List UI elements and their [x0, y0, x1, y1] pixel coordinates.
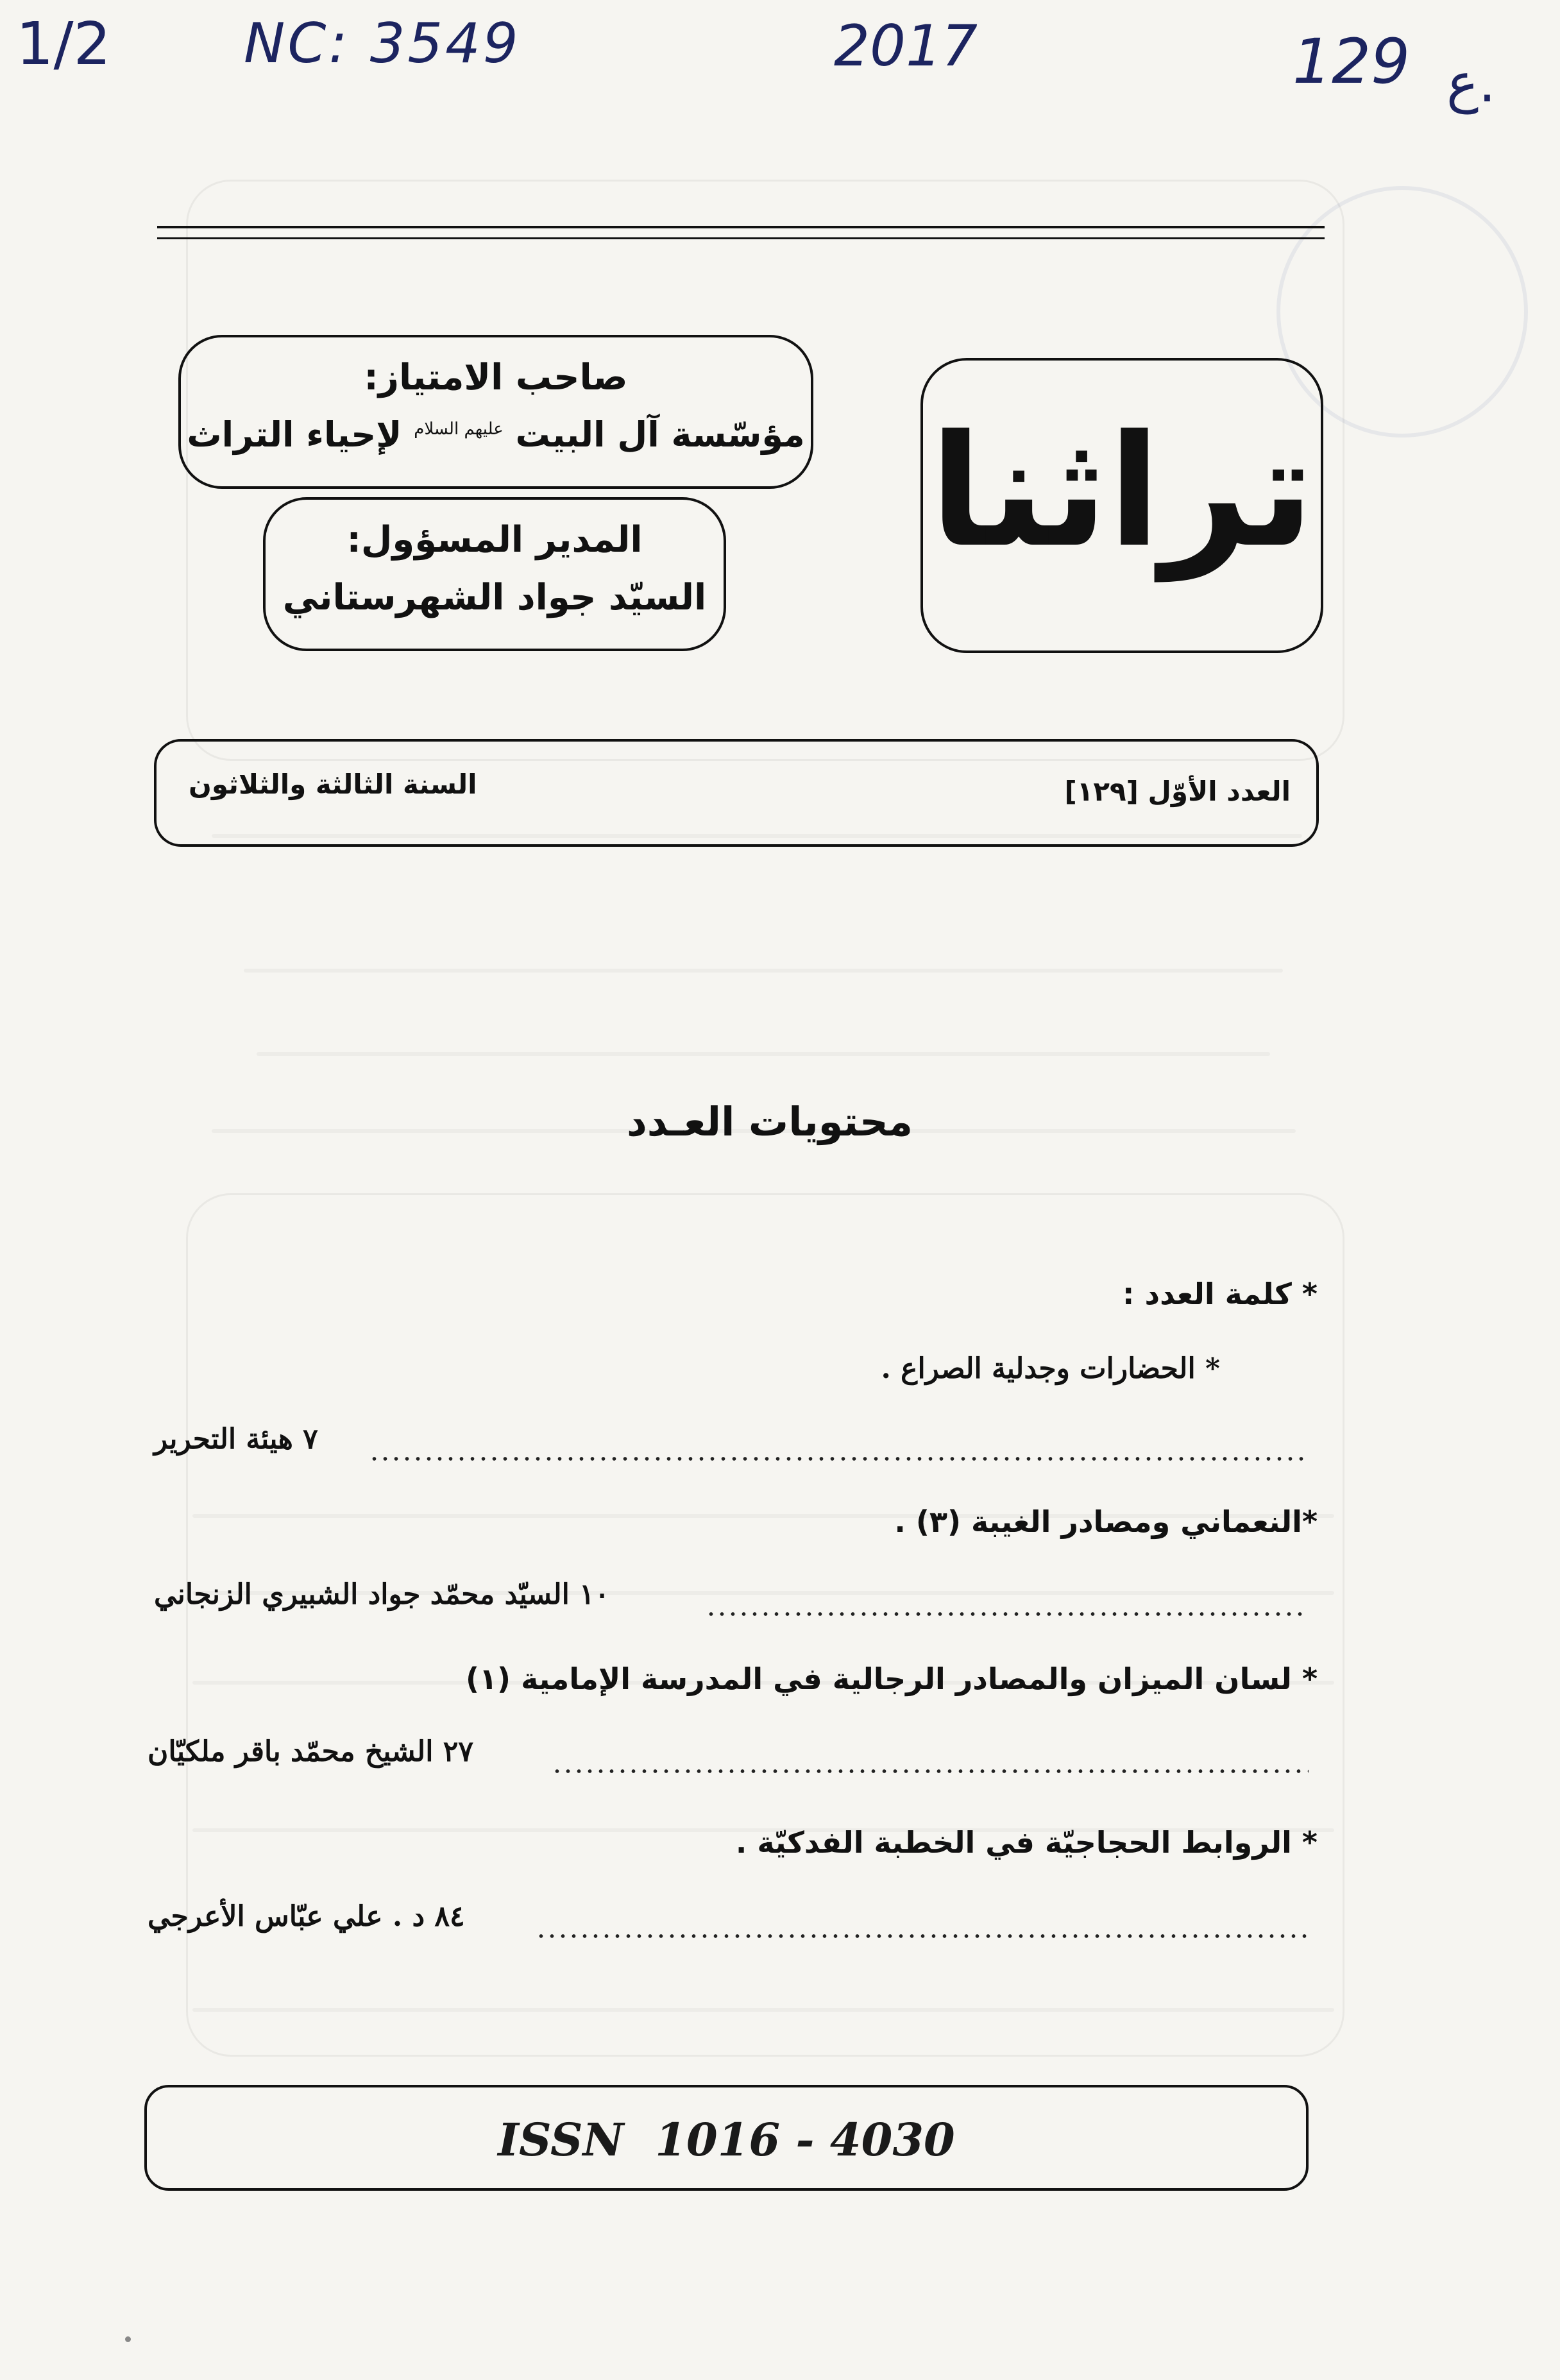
ink-speck [125, 2336, 131, 2342]
owner-box [178, 335, 813, 489]
handwritten-nc-code: NC: 3549 [244, 12, 521, 76]
toc-heading-hijaj: * الروابط الحجاجيّة في الخطبة الفدكيّة . [735, 1825, 1318, 1860]
issue-bar [154, 739, 1319, 847]
toc-leader-dots [552, 1769, 1309, 1774]
toc-leader-dots [369, 1456, 1309, 1461]
handwritten-year: 2017 [834, 13, 978, 79]
handwritten-ain-letter: ع. [1446, 51, 1496, 114]
owner-suffix: لإحياء التراث [187, 414, 402, 455]
toc-title-civilizations: * الحضارات وجدلية الصراع . [881, 1352, 1220, 1385]
issn-number: ISSN 1016 - 4030 [498, 2113, 955, 2166]
toc-page-number: ٨٤ [434, 1900, 465, 1933]
owner-honorific: عليهم السلام [414, 420, 504, 439]
toc-author-name: د . علي عبّاس الأعرجي [148, 1900, 425, 1933]
manager-label: المدير المسؤول: [346, 519, 643, 561]
toc-author-name: هيئة التحرير [154, 1423, 293, 1456]
toc-page-number: ٧ [303, 1423, 318, 1456]
header-rule-top [157, 226, 1325, 228]
manager-box [263, 497, 726, 651]
owner-line [181, 414, 811, 455]
toc-section-editorial: * كلمة العدد : [1123, 1277, 1318, 1311]
toc-page-number: ٢٧ [443, 1735, 474, 1768]
toc-heading-lisan: * لسان الميزان والمصادر الرجالية في المدرسة الإمامية (١) [465, 1662, 1318, 1696]
owner-label: صاحب الامتياز: [364, 357, 628, 398]
issue-number: العدد الأوّل [١٢٩] [1064, 776, 1291, 807]
manager-name: السيّد جواد الشهرستاني [282, 577, 707, 618]
handwritten-page-fraction: 1/2 [16, 10, 112, 78]
issue-year: السنة الثالثة والثلاثون [189, 769, 477, 800]
toc-author-zanjani [154, 1578, 609, 1611]
toc-author-araji [148, 1900, 465, 1933]
issn-box [144, 2085, 1309, 2191]
owner-name: مؤسّسة آل البيت [515, 414, 805, 455]
logo-box [920, 358, 1323, 653]
toc-heading-numani: *النعماني ومصادر الغيبة (٣) . [894, 1504, 1318, 1539]
toc-leader-dots [536, 1934, 1309, 1939]
toc-author-name: الشيخ محمّد باقر ملكيّان [148, 1735, 434, 1768]
journal-logo-title: تراثنا [929, 402, 1314, 581]
handwritten-issue-note: 129 [1293, 26, 1411, 98]
contents-title: محتويات العـدد [626, 1098, 913, 1145]
toc-page-number: ١٠ [579, 1578, 610, 1611]
toc-author-malkian [148, 1735, 473, 1768]
toc-leader-dots [706, 1611, 1309, 1617]
toc-author-name: السيّد محمّد جواد الشبيري الزنجاني [154, 1578, 570, 1611]
header-rule-bottom [157, 237, 1325, 239]
toc-author-editorial [154, 1423, 318, 1456]
